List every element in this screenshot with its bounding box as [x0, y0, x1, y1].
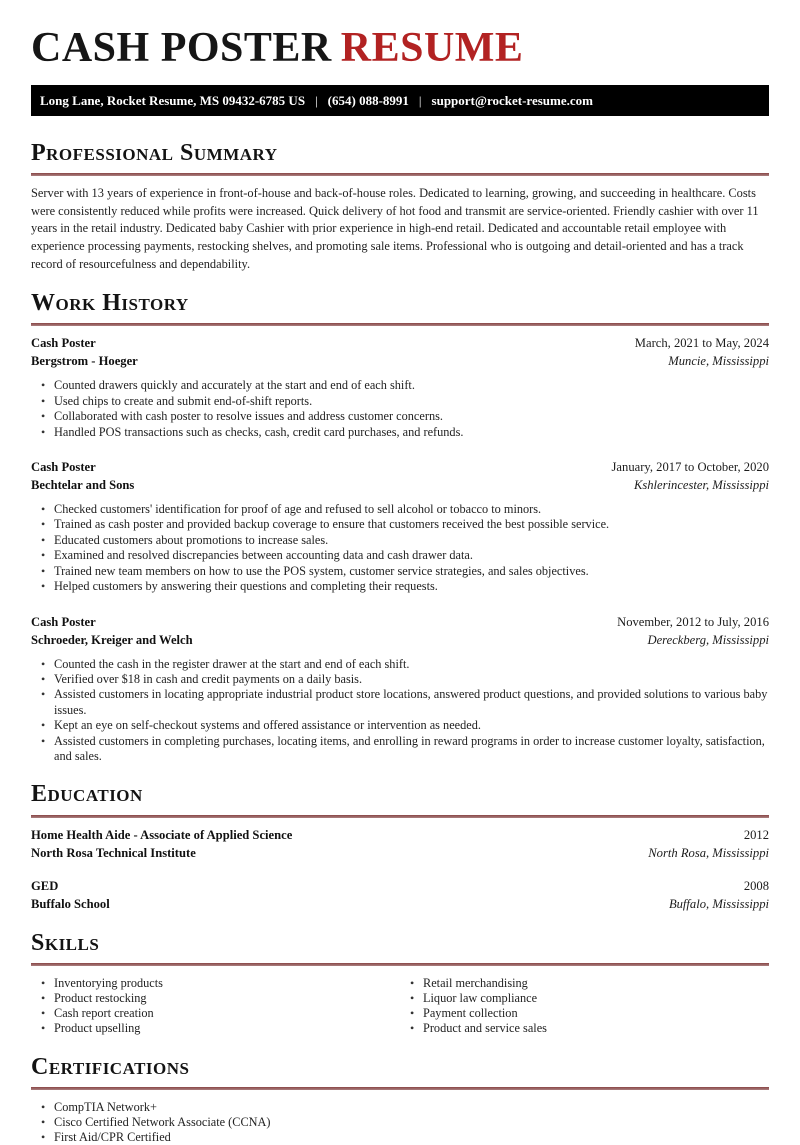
job-subheader-row — [31, 476, 769, 494]
contact-phone: (654) 088-8991 — [327, 93, 409, 109]
skill-item: • Payment collection — [400, 1006, 769, 1021]
skill-item: • Cash report creation — [31, 1006, 400, 1021]
job-title: Cash Poster — [31, 460, 96, 475]
certification-item: • First Aid/CPR Certified — [31, 1130, 769, 1145]
job-bullet: • Counted the cash in the register drawer at the start and end of each shift. — [31, 657, 769, 672]
school: Buffalo School — [31, 896, 110, 911]
section-heading-work-history: Work History — [31, 290, 189, 317]
job-company: Schroeder, Kreiger and Welch — [31, 632, 193, 647]
job-entry — [31, 334, 769, 440]
job-bullet: • Helped customers by answering their questions and completing their requests. — [31, 579, 769, 594]
job-bullet: • Collaborated with cash poster to resolve issues and address customer concerns. — [31, 409, 769, 424]
certification-item: • CompTIA Network+ — [31, 1100, 769, 1115]
job-bullets — [31, 502, 769, 594]
skill-item: • Product upselling — [31, 1021, 400, 1036]
education-entry — [31, 826, 769, 862]
job-title: Cash Poster — [31, 614, 96, 629]
section-skills — [31, 931, 769, 1037]
skill-item: • Liquor law compliance — [400, 991, 769, 1006]
school: North Rosa Technical Institute — [31, 845, 196, 860]
section-work-history — [31, 291, 769, 764]
job-company: Bergstrom - Hoeger — [31, 354, 138, 369]
education-header-row — [31, 826, 769, 844]
job-bullet: • Trained as cash poster and provided backup coverage to ensure that customers received the best possible service. — [31, 517, 769, 532]
job-bullets — [31, 378, 769, 440]
job-bullet: • Educated customers about promotions to increase sales. — [31, 533, 769, 548]
job-bullets — [31, 657, 769, 765]
education-entries — [31, 826, 769, 913]
job-entry — [31, 458, 769, 594]
skills-column-1 — [31, 976, 400, 1037]
contact-bar — [31, 85, 769, 116]
degree: Home Health Aide - Associate of Applied Science — [31, 827, 293, 842]
contact-address: Long Lane, Rocket Resume, MS 09432-6785 US — [40, 93, 306, 109]
skill-item: • Inventorying products — [31, 976, 400, 991]
certification-list — [31, 1100, 769, 1145]
contact-email: support@rocket-resume.com — [431, 93, 593, 109]
job-bullet: • Trained new team members on how to use the POS system, customer service strategies, and sales objectives. — [31, 564, 769, 579]
section-rule — [31, 963, 769, 966]
job-entries — [31, 334, 769, 764]
contact-separator: | — [315, 93, 318, 109]
education-header-row — [31, 877, 769, 895]
job-header-row — [31, 613, 769, 631]
contact-separator: | — [418, 93, 422, 109]
education-subheader-row — [31, 844, 769, 862]
job-bullet: • Examined and resolved discrepancies between accounting data and cash drawer data. — [31, 548, 769, 563]
job-header-row — [31, 334, 769, 352]
section-rule — [31, 815, 769, 818]
job-header-row — [31, 458, 769, 476]
title-word-resume: RESUME — [340, 25, 524, 71]
section-rule — [31, 1087, 769, 1090]
job-title: Cash Poster — [31, 336, 96, 351]
title-role: CASH POSTER — [31, 25, 332, 71]
job-company: Bechtelar and Sons — [31, 478, 135, 493]
job-bullet: • Used chips to create and submit end-of-shift reports. — [31, 394, 769, 409]
degree: GED — [31, 878, 59, 893]
school-location: Buffalo, Mississippi — [668, 896, 769, 911]
skill-item: • Retail merchandising — [400, 976, 769, 991]
resume-title — [31, 26, 769, 70]
section-heading-summary: Professional Summary — [31, 140, 278, 167]
school-location: North Rosa, Mississippi — [648, 845, 769, 860]
education-subheader-row — [31, 895, 769, 913]
skill-item: • Product restocking — [31, 991, 400, 1006]
job-subheader-row — [31, 631, 769, 649]
certification-item: • Cisco Certified Network Associate (CCNA) — [31, 1115, 769, 1130]
section-heading-education: Education — [31, 781, 143, 808]
job-subheader-row — [31, 352, 769, 370]
job-bullet: • Assisted customers in locating appropriate industrial product store locations, answered product questions, and provided solutions to various baby issues. — [31, 687, 769, 718]
section-rule — [31, 323, 769, 326]
job-location: Dereckberg, Mississippi — [647, 632, 769, 647]
skills-columns — [31, 976, 769, 1037]
section-heading-certifications: Certifications — [31, 1053, 190, 1080]
summary-text: Server with 13 years of experience in front-of-house and back-of-house roles. Dedicated to learning, growing, and succeeding in healthcare. Costs were consistently reduced while profits were increased. Quick delivery of hot food and transmit are service-oriented. Friendly cashier with over 11 years in the retail industry. Dedicated baby Cashier with prior experience in high-end retail. Dedicated and accountable retail employee with experience processing payments, restocking shelves, and promoting sale items. Professional who is outgoing and detail-oriented and has a track record of resourcefulness and dependability. — [31, 186, 759, 271]
skills-column-2 — [400, 976, 769, 1037]
job-bullet: • Counted drawers quickly and accurately at the start and end of each shift. — [31, 378, 769, 393]
job-location: Kshlerincester, Mississippi — [633, 478, 769, 493]
job-dates: November, 2012 to July, 2016 — [617, 614, 769, 629]
job-bullet: • Kept an eye on self-checkout systems and offered assistance or intervention as needed. — [31, 718, 769, 733]
job-bullet: • Assisted customers in completing purchases, locating items, and enrolling in reward programs in order to increase customer loyalty, satisfaction, and sales. — [31, 734, 769, 765]
education-entry — [31, 877, 769, 913]
job-location: Muncie, Mississippi — [668, 354, 769, 369]
job-bullet: • Verified over $18 in cash and credit payments on a daily basis. — [31, 672, 769, 687]
graduation-year: 2008 — [743, 878, 769, 893]
job-entry — [31, 613, 769, 765]
job-bullet: • Handled POS transactions such as checks, cash, credit card purchases, and refunds. — [31, 425, 769, 440]
section-education — [31, 782, 769, 912]
job-dates: March, 2021 to May, 2024 — [634, 336, 769, 351]
section-heading-skills: Skills — [31, 929, 100, 956]
resume-page — [0, 25, 800, 1145]
section-professional-summary — [31, 141, 769, 273]
skill-item: • Product and service sales — [400, 1021, 769, 1036]
section-certifications — [31, 1055, 769, 1145]
section-rule — [31, 173, 769, 176]
graduation-year: 2012 — [743, 827, 769, 842]
job-bullet: • Checked customers' identification for proof of age and refused to sell alcohol or tobacco to minors. — [31, 502, 769, 517]
job-dates: January, 2017 to October, 2020 — [611, 460, 769, 475]
